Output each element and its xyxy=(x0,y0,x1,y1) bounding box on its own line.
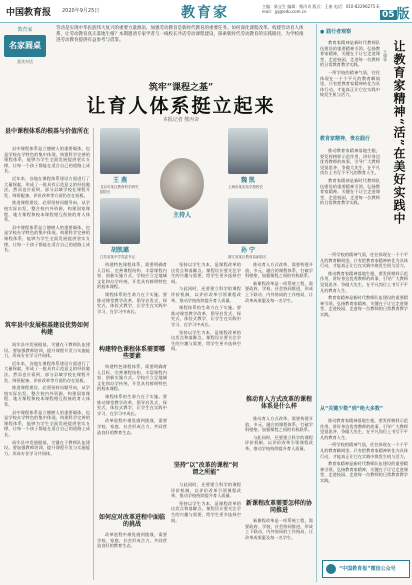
guest-name: 魏 凯 xyxy=(240,177,256,184)
sidebar-subheading: 教育家精神，贵在践行 xyxy=(320,136,371,142)
guest-photo xyxy=(100,128,140,174)
guest-card xyxy=(228,198,268,260)
section-title: 教育家 xyxy=(181,5,229,21)
paragraph: 教育家精神是新时代教师队伍建设的重要精神引领。弘扬教育家精神，关键在于让它走进课堂、走进校园、走进每一位教师的日常教育教学实践。 xyxy=(320,177,380,206)
paragraph: 与此同时，还要建立科学的课程评价机制，以评价改革引领课程改革，推动学校持续提升育人质量。 xyxy=(245,434,313,451)
guest-card xyxy=(100,198,140,260)
sidebar-tag: ● 践行者观察 xyxy=(320,29,352,35)
paragraph: 构建特色课程体系，需要明确育人目标、完善课程结构、丰富课程内容、创新实施方式。学校应立足地域文化和办学传统，开发具有鲜明特色的校本课程。 xyxy=(97,364,167,392)
paragraph: 推动育人方式改革，需要构建开放、多元、融合的课程体系，打破学科壁垒，加强课程之间的有机联系。 xyxy=(245,262,313,279)
column-divider xyxy=(93,128,94,580)
sidebar-subheading: 从“关键少数”到“绝大多数” xyxy=(320,406,384,412)
paragraph: 推动教育家精神落地生根，要发挥榜样示范作用，讲好身边优秀教师的故事，引导广大教师见贤思齐、争做大先生，在平凡岗位上书写不平凡的教育人生。 xyxy=(320,270,408,293)
paragraph: 筑牢县中发展根基，关键在于教师队伍建设。要加强教师培训，提升课程开发与实施能力，形成专业学习共同体。 xyxy=(4,439,90,456)
wechat-promo-box[interactable] xyxy=(322,560,410,578)
section-heading: 推动育人方式改革的课程体系是什么样 xyxy=(245,396,312,410)
section-heading: 新课程改革需要怎样的协同推进 xyxy=(245,500,312,514)
guest-card xyxy=(228,128,268,190)
guest-name: 王 燕 xyxy=(112,177,128,184)
host-name: 主持人 xyxy=(172,212,191,219)
guest-name: 孙 宁 xyxy=(240,247,256,254)
guest-name: 胡凯璐 xyxy=(110,247,129,254)
paragraph: 课程体系的生命力在于实施。要推动课堂教学改革，倡导启发式、探究式、体验式教学，让学生在实践中学习，在学习中成长。 xyxy=(171,305,241,327)
paragraph: 教育家精神是新时代教师队伍建设的重要精神引领。弘扬教育家精神，关键在于让它走进课堂、走进校园、走进每一位教师的日常教育教学实践。 xyxy=(320,461,408,483)
guest-card xyxy=(100,128,140,194)
issue-date: 2020年9月25日 xyxy=(62,8,100,14)
section-heading: 坚持“以”改革的课程“何谓之所能” xyxy=(173,462,239,476)
paragraph: 筑牢县中发展根基，关键在于教师队伍建设。要加强教师培训，提升课程开发与实施能力，形成专业学习共同体。 xyxy=(4,342,90,359)
paragraph: 县中课程体系是立德树人的重要载体，也是学校办学特色的集中体现。构建科学完善的课程体系，能够为学生全面发展提供坚实支撑，让每一个孩子都能在适合自己的道路上成长。 xyxy=(4,224,90,253)
guest-role: 江苏省某中学党委书记 xyxy=(100,255,135,259)
paragraph: 教育家精神是新时代教师队伍建设的重要精神引领。弘扬教育家精神，关键在于让它走进课堂、走进校园、走进每一位教师的日常教育教学实践。 xyxy=(320,295,408,317)
paragraph: 推进课程建设，必须坚持问题导向，从学校实际出发，整合校内外资源，构建国家课程、地方课程和校本课程相互衔接的育人体系。 xyxy=(4,385,90,407)
paragraph: 一所学校的精神气质，往往体现在一个个平凡的教育瞬间里。只有把教育家精神转化为具体行动，才能真正让它在实践中焕发生机与活力。 xyxy=(320,252,408,269)
paragraph: 一所学校的精神气质，往往体现在一个个平凡的教育瞬间里。只有把教育家精神转化为具体行动，才能真正让它在实践中焕发生机与活力。 xyxy=(320,442,408,459)
paragraph: 改革进程中难免遇到挑战，需要学校、家庭、社会形成合力，共同营造良好的教育生态。 xyxy=(97,418,167,435)
paragraph: 教育家精神是新时代教师队伍建设的重要精神引领。弘扬教育家精神，关键在于让它走进课堂、走进校园、走进每一位教师的日常教育教学实践。 xyxy=(320,40,380,68)
paragraph: 推动教育家精神落地生根，要发挥榜样示范作用，讲好身边优秀教师的故事，引导广大教师见贤思齐、争做大先生，在平凡岗位上书写不平凡的教育人生。 xyxy=(320,418,408,440)
paragraph: 县中课程体系是立德树人的重要载体，也是学校办学特色的集中体现。构建科学完善的课程体系，能够为学生全面发展提供坚实支撑，让每一个孩子都能在适合自己的道路上成长。 xyxy=(4,409,90,437)
sidebar-text-bottom xyxy=(320,418,408,556)
center-column-text xyxy=(171,262,241,458)
column-tag: 教育家 xyxy=(17,27,33,33)
mid-column-text-3 xyxy=(97,532,167,580)
right-column-text-3 xyxy=(245,518,313,580)
right-column-text xyxy=(245,262,313,392)
paragraph: 构建特色课程体系，需要明确育人目标、完善课程结构、丰富课程内容、创新实施方式。学校应立足地域文化和办学传统，开发具有鲜明特色的校本课程。 xyxy=(97,262,167,290)
paragraph: 新课程改革是一项系统工程，需要政府、学校、社会协同推进，形成上下联动、内外协同的工作格局，让改革成果惠及每一名学生。 xyxy=(245,280,313,303)
sidebar-byline: 王建华 xyxy=(383,50,388,62)
sidebar-title: 让教育家精神“活”在美好实践中 xyxy=(392,40,406,225)
paragraph: 推动育人方式改革，需要构建开放、多元、融合的课程体系，打破学科壁垒，加强课程之间的有机联系。 xyxy=(245,416,313,433)
article-byline: 本报记者 熊丙奇 xyxy=(162,117,200,123)
guest-role: 北京市某区教育科学研究院院长 xyxy=(100,185,139,194)
paragraph: 坚持以学生为本，是课程改革的出发点和落脚点。课程设计要关注学生的兴趣与需要，给学生更多选择空间。 xyxy=(171,262,241,284)
paragraph: 一所学校的精神气质，往往体现在一个个平凡的教育瞬间里。只有把教育家精神转化为具体行动，才能真正让它在实践中焕发生机与活力。 xyxy=(320,69,380,98)
article-intro: 劳动是实现中华民族伟大复兴的重要力量源泉，加强劳动教育是新时代教育的重要任务。如何深化课程改革、构建劳动育人体系，让劳动教育真正落地生根？本期邀请专家学者与一线校长共话劳动课程建设，探索新时代劳动教育的实践路径，为学校推进劳动教育提供有益参考与借鉴。 xyxy=(56,26,304,43)
column-badge xyxy=(4,26,46,72)
sidebar-text-top xyxy=(320,40,380,132)
page-number xyxy=(380,3,410,22)
paragraph: 坚持以学生为本，是课程改革的出发点和落脚点。课程设计要关注学生的兴趣与需要，给学生更多选择空间。 xyxy=(171,329,241,352)
paragraph: 与此同时，还要建立科学的课程评价机制，以评价改革引领课程改革，推动学校持续提升育人质量。 xyxy=(171,286,241,303)
newspaper-masthead: 中国教育报 xyxy=(6,8,52,18)
guest-photo xyxy=(228,128,268,174)
guest-role: 浙江省某区教育局副局长 xyxy=(228,255,267,259)
article-headline: 让育人体系挺立起来 xyxy=(86,95,276,117)
mid-column-text-2 xyxy=(97,364,167,510)
paragraph: 与此同时，还要建立科学的课程评价机制，以评价改革引领课程改革，推动学校持续提升育人质量。 xyxy=(171,482,241,499)
paragraph: 县中课程体系是立德树人的重要载体，也是学校办学特色的集中体现。构建科学完善的课程体系，能够为学生全面发展提供坚实支撑，让每一个孩子都能在适合自己的道路上成长。 xyxy=(4,146,90,174)
paragraph: 新课程改革是一项系统工程，需要政府、学校、社会协同推进，形成上下联动、内外协同的工作格局，让改革成果惠及每一名学生。 xyxy=(245,518,313,540)
column-logo: 名家圆桌 xyxy=(4,35,46,57)
section-heading: 县中课程体系的根基与价值所在 xyxy=(4,128,89,135)
guest-photo xyxy=(228,198,268,244)
sidebar-text-lower xyxy=(320,252,408,402)
left-column-text xyxy=(4,146,90,316)
section-heading: 构建特色课程体系需要哪些要素 xyxy=(98,346,165,360)
paragraph: 坚持以学生为本，是课程改革的出发点和落脚点。课程设计要关注学生的兴趣与需要，给学生更多选择空间。 xyxy=(171,500,241,523)
paragraph: 近年来，各地在课程体系建设方面进行了大量探索，形成了一批具有示范意义的经验做法。然而也应看到，部分县域学校在课程开发、师资配备、评价改革等方面仍存在短板。 xyxy=(4,175,90,198)
paragraph: 课程体系的生命力在于实施。要推动课堂教学改革，倡导启发式、探究式、体验式教学，让学生在实践中学习，在学习中成长。 xyxy=(97,291,167,314)
section-heading: 如何应对改革进程中面临的挑战 xyxy=(98,514,165,528)
left-column-text-2 xyxy=(4,342,90,580)
guest-photo xyxy=(100,198,140,244)
paragraph: 推动教育家精神落地生根，要发挥榜样示范作用，讲好身边优秀教师的故事，引导广大教师见贤思齐、争做大先生，在平凡岗位上书写不平凡的教育人生。 xyxy=(320,148,380,176)
column-note: 嘉宾对话 xyxy=(17,59,33,64)
article-kicker: 筑牢“课程之基” xyxy=(148,83,214,93)
paragraph: 课程体系的生命力在于实施。要推动课堂教学改革，倡导启发式、探究式、体验式教学，让学生在实践中学习，在学习中成长。 xyxy=(97,393,167,416)
paragraph: 近年来，各地在课程体系建设方面进行了大量探索，形成了一批具有示范意义的经验做法。然而也应看到，部分县域学校在课程开发、师资配备、评价改革等方面仍存在短板。 xyxy=(4,360,90,383)
sidebar-text-mid xyxy=(320,148,380,248)
page-number-box: 05 xyxy=(382,9,395,20)
editor-credits: 主编：陈宝生 编辑：熊丙奇 版式：王康 电话：010-82296275 E-mail：jyj@edu.com.cn xyxy=(262,4,381,14)
section-heading: 筑牢县中发展根基建设优势如何构建 xyxy=(4,322,89,336)
host-card xyxy=(160,158,204,219)
guest-role: 上海市某实验学校校长 xyxy=(228,185,263,189)
right-column-text-2 xyxy=(245,416,313,496)
paragraph: 推进课程建设，必须坚持问题导向，从学校实际出发，整合校内外资源，构建国家课程、地方课程和校本课程相互衔接的育人体系。 xyxy=(4,200,90,223)
mid-column-text xyxy=(97,262,167,342)
paragraph: 改革进程中难免遇到挑战，需要学校、家庭、社会形成合力，共同营造良好的教育生态。 xyxy=(97,532,167,549)
center-column-text-2 xyxy=(171,482,241,580)
host-photo xyxy=(160,158,204,210)
page-label: 版 xyxy=(396,7,410,22)
wechat-promo-text: “中国教育报”微信公众号 xyxy=(339,566,396,572)
wechat-icon xyxy=(326,564,336,574)
